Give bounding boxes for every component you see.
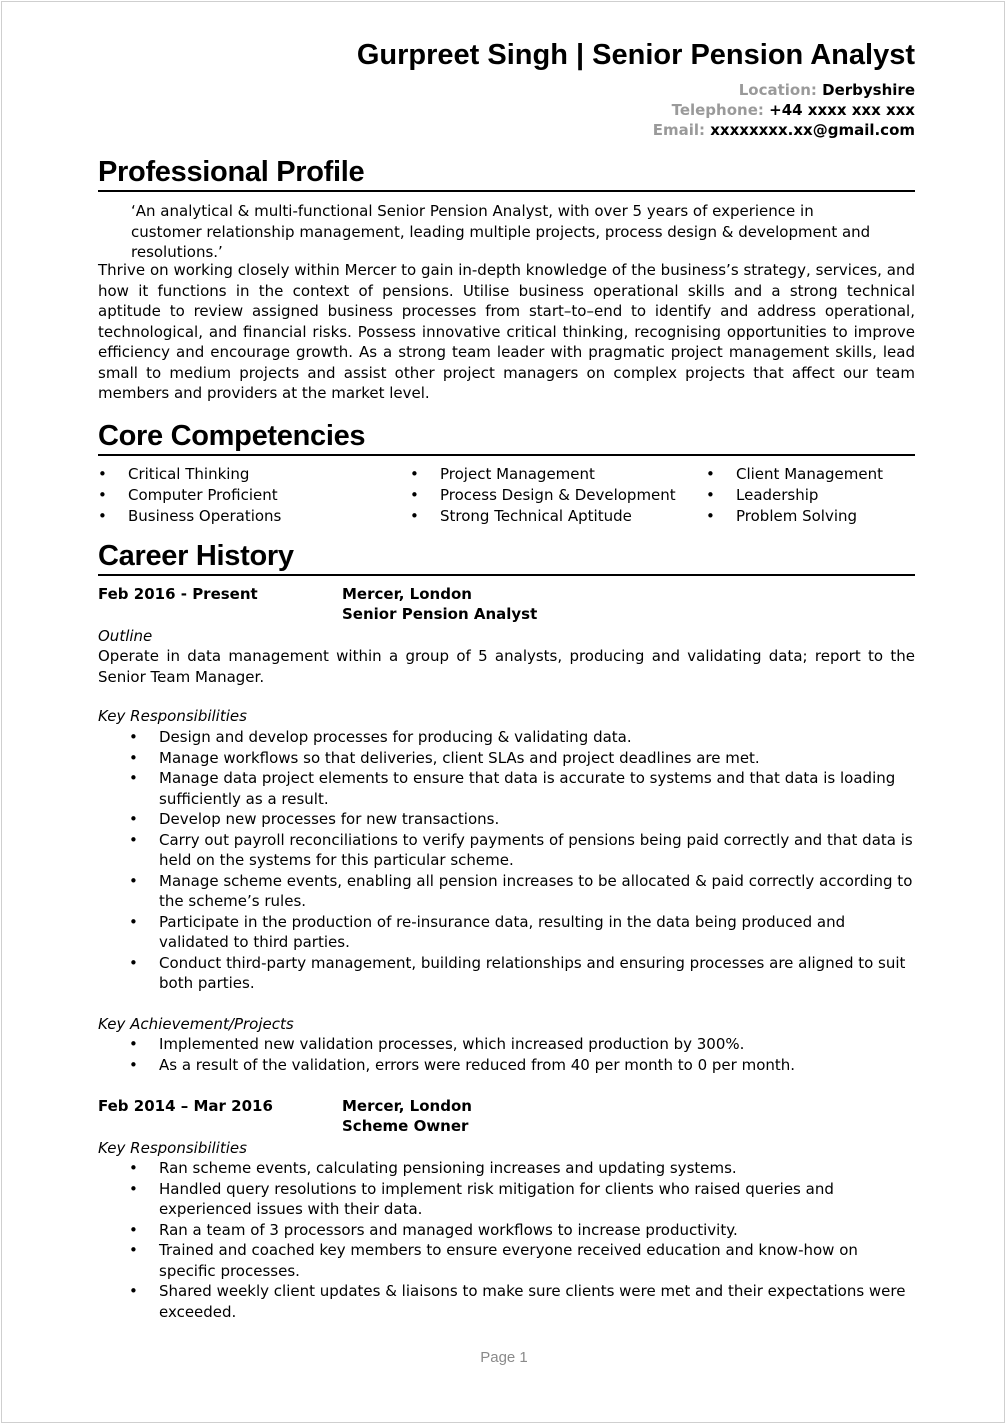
- job-company: Mercer, London: [342, 585, 472, 603]
- bullet: •: [98, 465, 107, 483]
- list-item-text: Shared weekly client updates & liaisons to make sure clients were met and their expectations were exceeded.: [159, 1282, 906, 1321]
- job-title: Senior Pension Analyst: [342, 605, 538, 623]
- list-item-text: Conduct third-party management, building relationships and ensuring processes are aligned to suit both parties.: [159, 953, 906, 992]
- list-item-text: Develop new processes for new transactions.: [159, 810, 500, 828]
- bullet: •: [129, 1055, 138, 1074]
- bullet: •: [706, 465, 715, 483]
- list-item: [129, 1220, 915, 1241]
- list-item: [129, 809, 915, 830]
- page-number: Page 1: [480, 1349, 528, 1366]
- section-heading-profile: Professional Profile: [98, 155, 915, 192]
- competency-label: Strong Technical Aptitude: [440, 507, 632, 525]
- list-item-text: Manage scheme events, enabling all pension increases to be allocated & paid correctly according to the scheme’s rules.: [159, 871, 913, 910]
- competency-item: [706, 506, 883, 527]
- bullet: •: [410, 507, 419, 525]
- list-item-text: Carry out payroll reconciliations to verify payments of pensions being paid correctly and that data is held on the systems for this particular scheme.: [159, 830, 913, 869]
- list-item: [129, 1179, 915, 1220]
- bullet: •: [129, 1035, 138, 1053]
- competency-label: Computer Proficient: [128, 486, 278, 504]
- telephone-label: Telephone:: [671, 101, 764, 119]
- contact-block: [653, 80, 915, 140]
- bullet: •: [129, 769, 138, 787]
- location-label: Location:: [738, 81, 817, 99]
- competency-item: [706, 464, 883, 485]
- bullet: •: [129, 748, 138, 767]
- bullet: •: [129, 1159, 138, 1177]
- list-item: [129, 871, 915, 912]
- section-heading-competencies: Core Competencies: [98, 419, 915, 456]
- bullet: •: [129, 830, 138, 849]
- list-item-text: Ran a team of 3 processors and managed workflows to increase productivity.: [159, 1220, 738, 1239]
- list-item: [129, 830, 915, 871]
- list-item-text: Manage data project elements to ensure that data is accurate to systems and that data is loading sufficiently as a result.: [159, 769, 896, 808]
- job-company: Mercer, London: [342, 1097, 472, 1115]
- telephone-line: [653, 100, 915, 120]
- email-line: [653, 120, 915, 140]
- document-page: [1, 1, 1005, 1423]
- competency-label: Critical Thinking: [128, 465, 250, 483]
- responsibilities-label: Key Responsibilities: [98, 1139, 247, 1157]
- responsibilities-list: [129, 727, 915, 994]
- profile-body: Thrive on working closely within Mercer to gain in-depth knowledge of the business’s strategy, services, and how it functions in the context of pensions. Utilise business operational skills and a strong technical aptitude to review assigned business processes from start–to–end to identify and address operational, technological, and financial risks. Possess innovative critical thinking, recognising opportunities to improve efficiency and encourage growth. As a strong team leader with pragmatic project management skills, lead small to medium projects and assist other project managers on complex projects that affect our team members and providers at the market level.: [98, 261, 915, 402]
- competency-item: [410, 506, 676, 527]
- outline-label: Outline: [98, 627, 153, 645]
- bullet: •: [98, 507, 107, 525]
- bullet: •: [706, 507, 715, 525]
- profile-quote: ‘An analytical & multi-functional Senior Pension Analyst, with over 5 years of experience in customer relationship management, leading multiple projects, process design & development and resolutions.’: [131, 202, 871, 261]
- competency-item: [706, 485, 883, 506]
- bullet: •: [129, 871, 138, 890]
- competency-label: Process Design & Development: [440, 486, 676, 504]
- competency-label: Client Management: [736, 465, 884, 483]
- achievements-list: [129, 1034, 915, 1075]
- bullet: •: [706, 486, 715, 504]
- list-item-text: Participate in the production of re-insurance data, resulting in the data being produced and validated to third parties.: [159, 912, 846, 951]
- list-item: [129, 1281, 915, 1322]
- list-item: [129, 727, 915, 748]
- competency-item: [98, 485, 281, 506]
- competencies-column-3: [706, 464, 883, 527]
- competencies-column-1: [98, 464, 281, 527]
- list-item-text: Ran scheme events, calculating pensioning increases and updating systems.: [159, 1159, 737, 1177]
- bullet: •: [410, 465, 419, 483]
- list-item-text: Trained and coached key members to ensure everyone received education and know-how on specific processes.: [159, 1241, 858, 1280]
- bullet: •: [129, 1282, 138, 1300]
- competency-label: Leadership: [736, 486, 819, 504]
- list-item-text: Manage workflows so that deliveries, client SLAs and project deadlines are met.: [159, 748, 760, 767]
- competency-label: Project Management: [440, 465, 595, 483]
- list-item: [129, 748, 915, 769]
- job-outline: Operate in data management within a group of 5 analysts, producing and validating data; report to the Senior Team Manager.: [98, 647, 915, 686]
- list-item: [129, 1034, 915, 1055]
- email-value: xxxxxxxx.xx@gmail.com: [710, 121, 915, 139]
- job-dates: Feb 2014 – Mar 2016: [98, 1097, 273, 1115]
- bullet: •: [129, 1220, 138, 1239]
- competencies-column-2: [410, 464, 676, 527]
- competency-item: [410, 485, 676, 506]
- bullet: •: [129, 953, 138, 972]
- responsibilities-list: [129, 1158, 915, 1322]
- job-title: Scheme Owner: [342, 1117, 469, 1135]
- list-item-text: As a result of the validation, errors were reduced from 40 per month to 0 per month.: [159, 1055, 796, 1074]
- achievements-label: Key Achievement/Projects: [98, 1015, 294, 1033]
- bullet: •: [129, 1241, 138, 1259]
- bullet: •: [410, 486, 419, 504]
- list-item: [129, 1055, 915, 1076]
- competency-label: Business Operations: [128, 507, 282, 525]
- list-item: [129, 1240, 915, 1281]
- telephone-value: +44 xxxx xxx xxx: [769, 101, 915, 119]
- bullet: •: [129, 1179, 138, 1198]
- list-item-text: Design and develop processes for producing & validating data.: [159, 728, 632, 746]
- bullet: •: [129, 810, 138, 828]
- list-item-text: Implemented new validation processes, which increased production by 300%.: [159, 1035, 745, 1053]
- bullet: •: [129, 728, 138, 746]
- job-dates: Feb 2016 - Present: [98, 585, 258, 603]
- location-value: Derbyshire: [822, 81, 915, 99]
- bullet: •: [129, 912, 138, 931]
- competency-label: Problem Solving: [736, 507, 858, 525]
- list-item: [129, 768, 915, 809]
- candidate-name-title: Gurpreet Singh | Senior Pension Analyst: [356, 39, 915, 71]
- list-item-text: Handled query resolutions to implement risk mitigation for clients who raised queries and experienced issues with their data.: [159, 1179, 834, 1218]
- email-label: Email:: [652, 121, 706, 139]
- location-line: [653, 80, 915, 100]
- section-heading-career: Career History: [98, 539, 915, 576]
- list-item: [129, 912, 915, 953]
- bullet: •: [98, 486, 107, 504]
- responsibilities-label: Key Responsibilities: [98, 707, 247, 725]
- list-item: [129, 953, 915, 994]
- list-item: [129, 1158, 915, 1179]
- competency-item: [410, 464, 676, 485]
- competency-item: [98, 464, 281, 485]
- competency-item: [98, 506, 281, 527]
